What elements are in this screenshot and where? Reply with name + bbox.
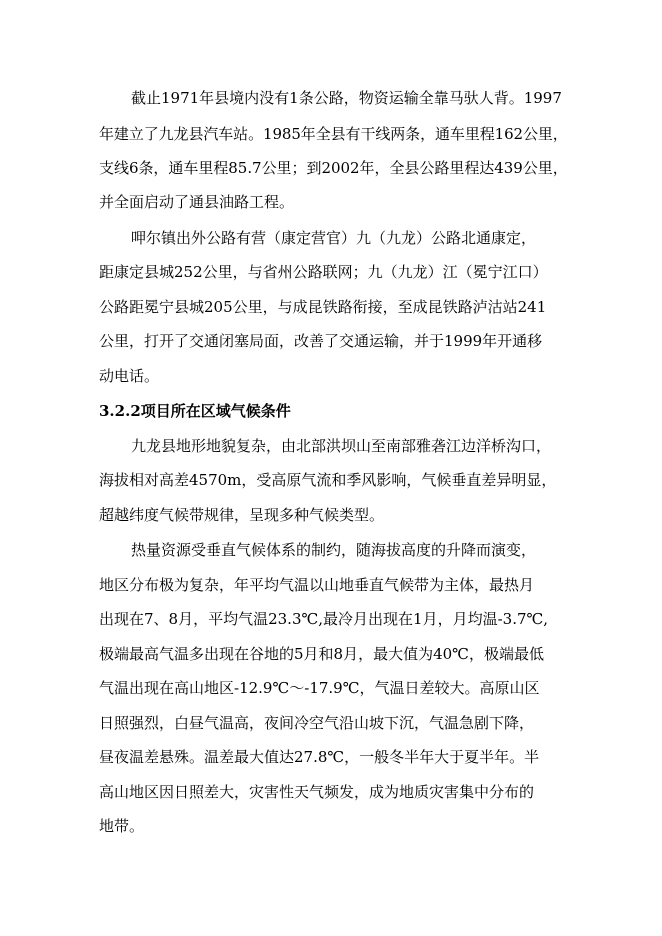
paragraph-line: 动电话。 [99,367,160,385]
paragraph-line: 高山地区因日照差大，灾害性天气频发，成为地质灾害集中分布的 [99,783,535,801]
paragraph-line: 热量资源受垂直气候体系的制约，随海拔高度的升降而演变， [131,541,537,559]
paragraph-line: 呷尔镇出外公路有营（康定营官）九（九龙）公路北通康定， [131,229,537,247]
paragraph-line: 地带。 [99,817,145,835]
section-heading: 3.2.2项目所在区域气候条件 [99,402,291,420]
paragraph-line: 公里，打开了交通闭塞局面，改善了交通运输，并于1999年开通移 [99,332,543,350]
paragraph-line: 并全面启动了通县油路工程。 [99,193,295,211]
paragraph-line: 年建立了九龙县汽车站。1985年全县有干线两条，通车里程162公里， [99,125,568,143]
paragraph-line: 极端最高气温多出现在谷地的5月和8月，最大值为40℃，极端最低 [99,645,544,663]
paragraph-line: 海拔相对高差4570m，受高原气流和季风影响，气候垂直差异明显， [99,471,557,489]
paragraph-line: 昼夜温差悬殊。温差最大值达27.8℃，一般冬半年大于夏半年。半 [99,748,540,766]
paragraph-line: 截止1971年县境内没有1条公路，物资运输全靠马驮人背。1997 [131,89,562,107]
paragraph-line: 支线6条，通车里程85.7公里；到2002年，全县公路里程达439公里， [99,159,568,177]
paragraph-line: 九龙县地形地貌复杂，由北部洪坝山至南部雅砻江边洋桥沟口， [131,437,552,455]
paragraph-line: 出现在7、8月，平均气温23.3℃,最冷月出现在1月，月均温-3.7℃, [99,610,549,628]
paragraph-line: 公路距冕宁县城205公里，与成昆铁路衔接，至成昆铁路泸沽站241 [99,298,547,316]
paragraph-line: 距康定县城252公里，与省州公路联网；九（九龙）江（冕宁江口） [99,263,548,281]
paragraph-line: 日照强烈，白昼气温高，夜间冷空气沿山坡下沉，气温急剧下降， [99,714,535,732]
paragraph-line: 气温出现在高山地区-12.9℃～-17.9℃，气温日差较大。高原山区 [99,679,540,697]
paragraph-line: 地区分布极为复杂，年平均气温以山地垂直气候带为主体，最热月 [99,576,535,594]
paragraph-line: 超越纬度气候带规律，呈现多种气候类型。 [99,506,385,524]
